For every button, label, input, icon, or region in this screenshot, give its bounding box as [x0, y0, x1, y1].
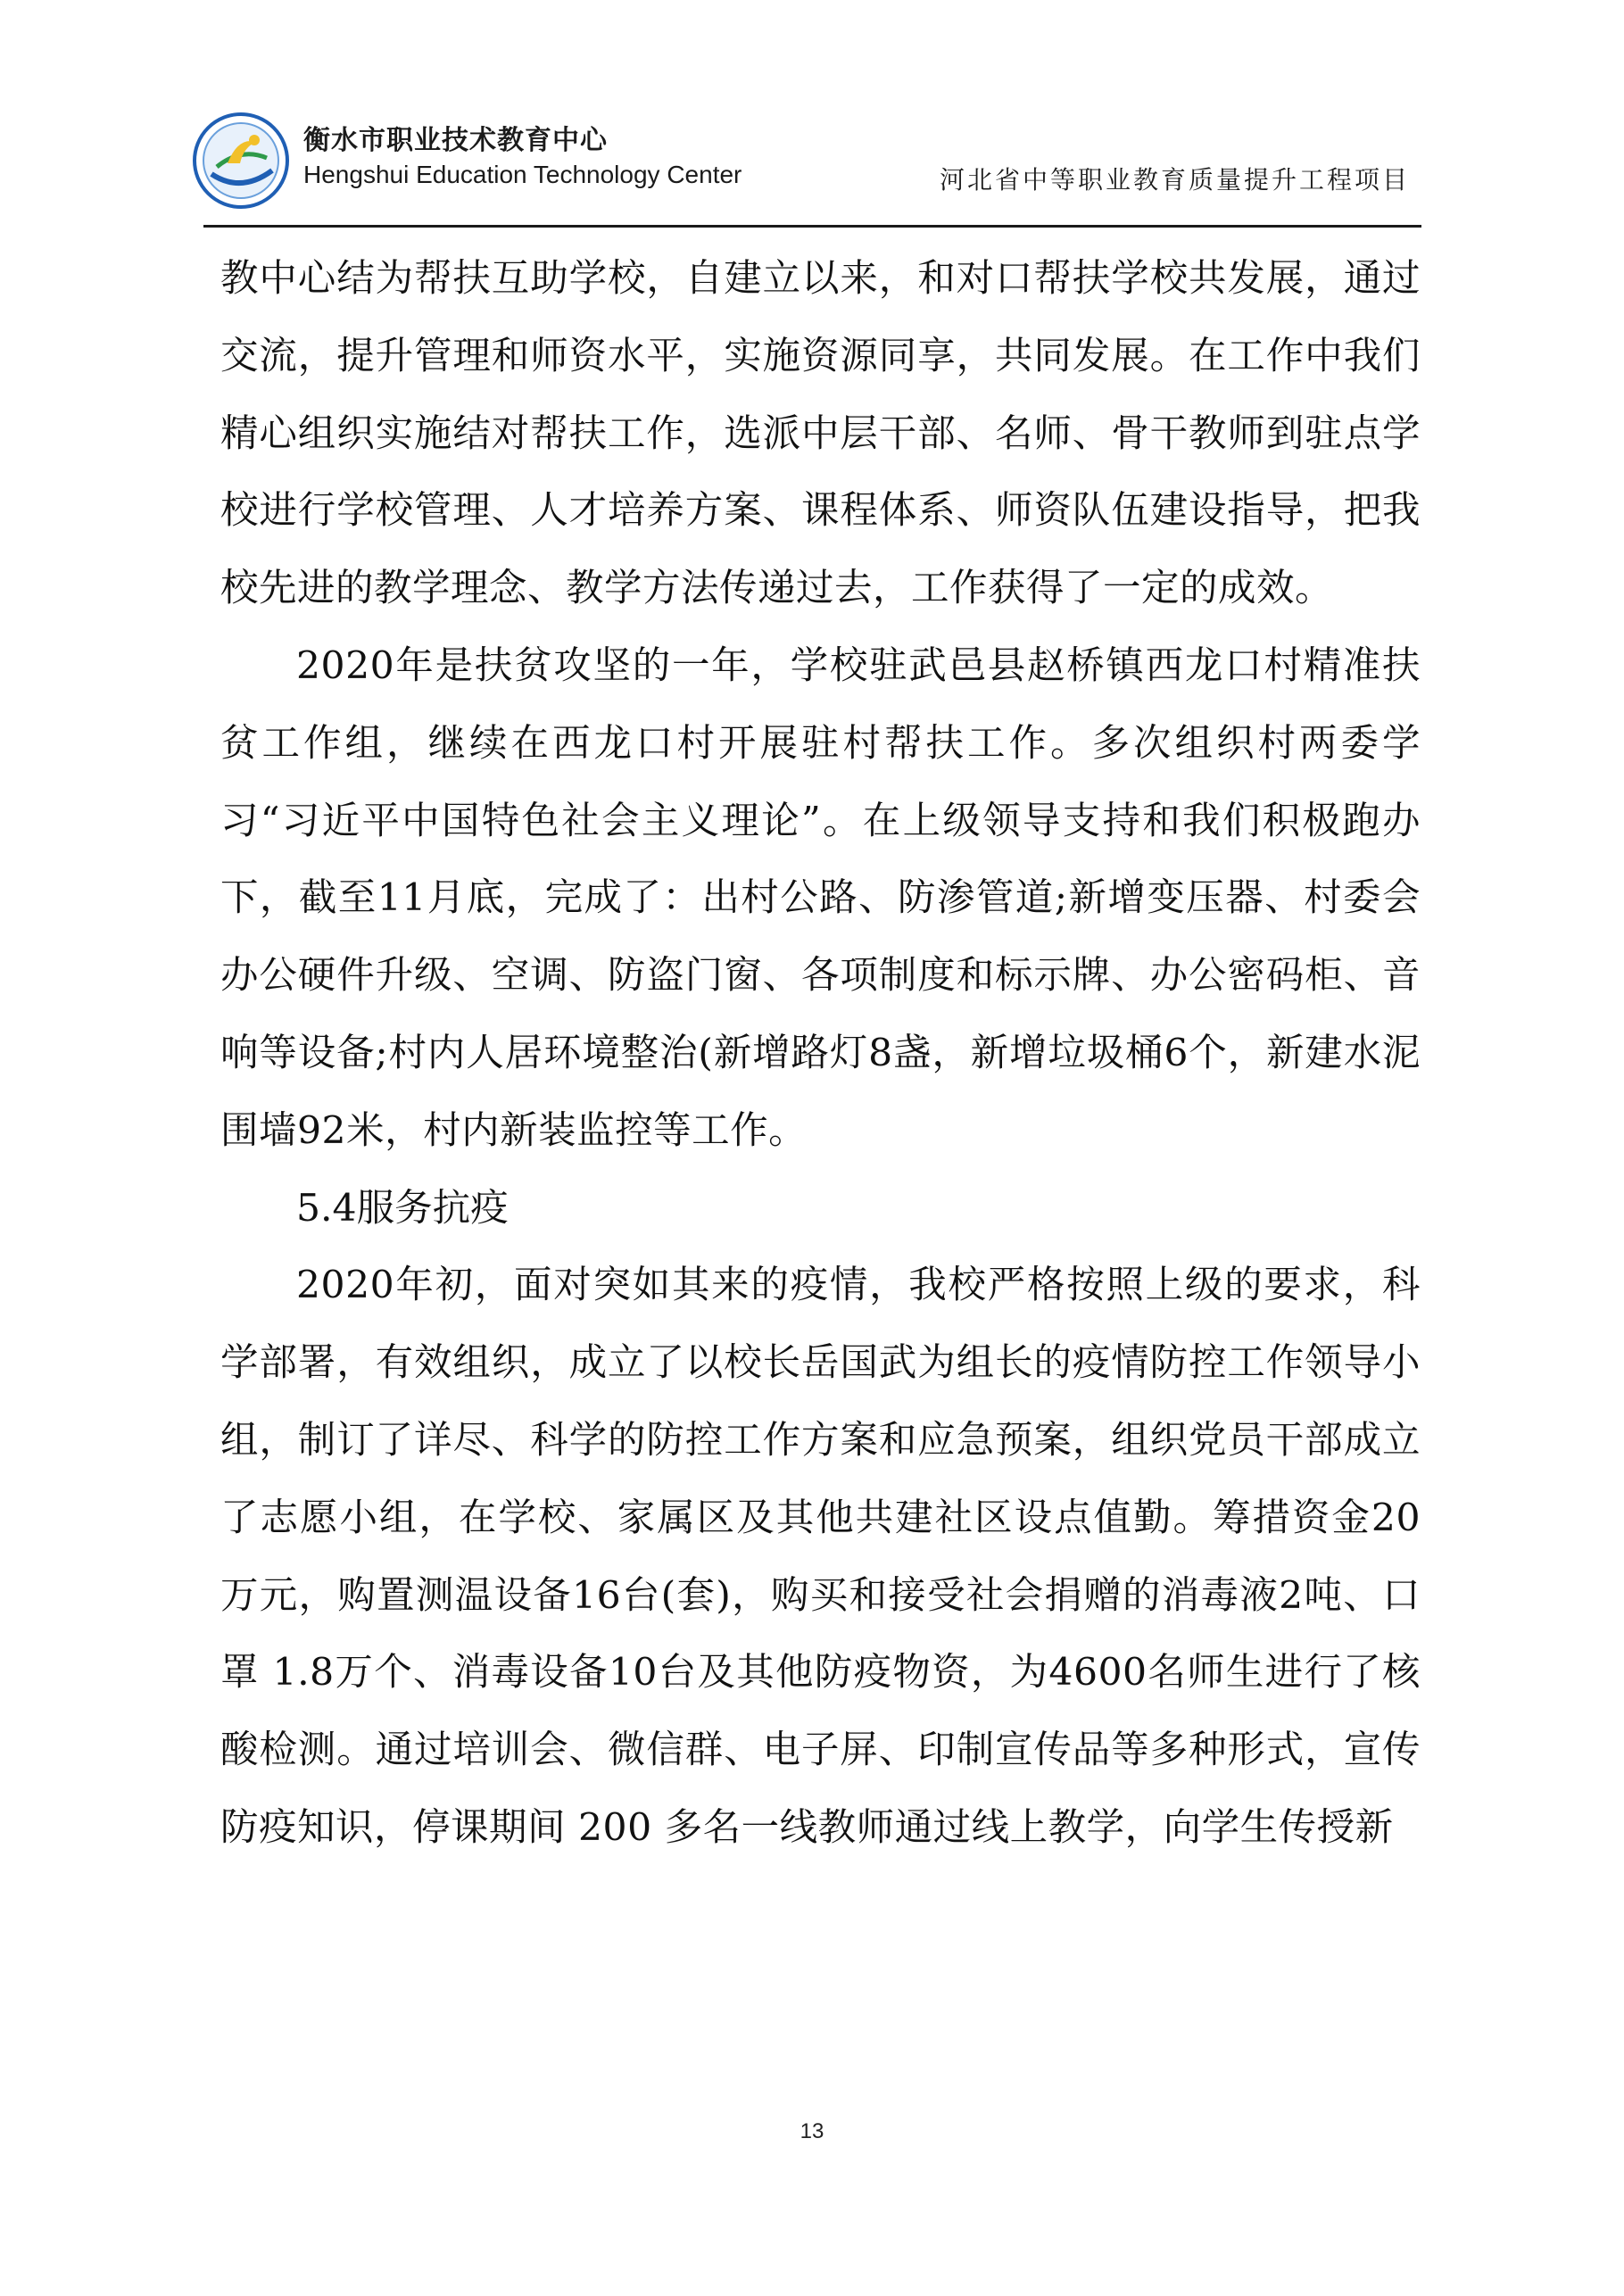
page-header	[0, 0, 1624, 232]
section-heading: 5.4服务抗疫	[296, 1186, 509, 1231]
project-title: 河北省中等职业教育质量提升工程项目	[939, 165, 1410, 195]
school-emblem-icon	[192, 112, 290, 210]
header-divider	[203, 225, 1421, 228]
page-body	[220, 241, 1421, 1868]
org-name-cn: 衡水市职业技术教育中心	[303, 125, 608, 156]
org-name-en: Hengshui Education Technology Center	[303, 161, 742, 188]
body-paragraph-3: 2020年初，面对突如其来的疫情，我校严格按照上级的要求，科学部署，有效组织，成立了以校长岳国武为组长的疫情防控工作领导小组，制订了详尽、科学的防控工作方案和应急预案，组织党员干部成立了志愿小组，在学校、家属区及其他共建社区设点值勤。筹措资金20万元，购置测温设备16台(套)，购买和接受社会捐赠的消毒液2吨、口罩 1.8万个、消毒设备10台及其他防疫物资，为4600名师生进行了核酸检测。通过培训会、微信群、电子屏、印制宣传品等多种形式，宣传防疫知识，停课期间 200 多名一线教师通过线上教学，向学生传授新	[220, 1264, 1421, 1850]
page-number: 13	[800, 2119, 824, 2143]
body-paragraph-2: 2020年是扶贫攻坚的一年，学校驻武邑县赵桥镇西龙口村精准扶贫工作组，继续在西龙口村开展驻村帮扶工作。多次组织村两委学习“习近平中国特色社会主义理论”。在上级领导支持和我们积极跑办下，截至11月底，完成了：出村公路、防渗管道;新增变压器、村委会办公硬件升级、空调、防盗门窗、各项制度和标示牌、办公密码柜、音响等设备;村内人居环境整治(新增路灯8盏，新增垃圾桶6个，新建水泥围墙92米，村内新装监控等工作。	[220, 643, 1421, 1153]
body-paragraph-1: 教中心结为帮扶互助学校，自建立以来，和对口帮扶学校共发展，通过交流，提升管理和师资水平，实施资源同享，共同发展。在工作中我们精心组织实施结对帮扶工作，选派中层干部、名师、骨干教师到驻点学校进行学校管理、人才培养方案、课程体系、师资队伍建设指导，把我校先进的教学理念、教学方法传递过去，工作获得了一定的成效。	[220, 257, 1421, 611]
